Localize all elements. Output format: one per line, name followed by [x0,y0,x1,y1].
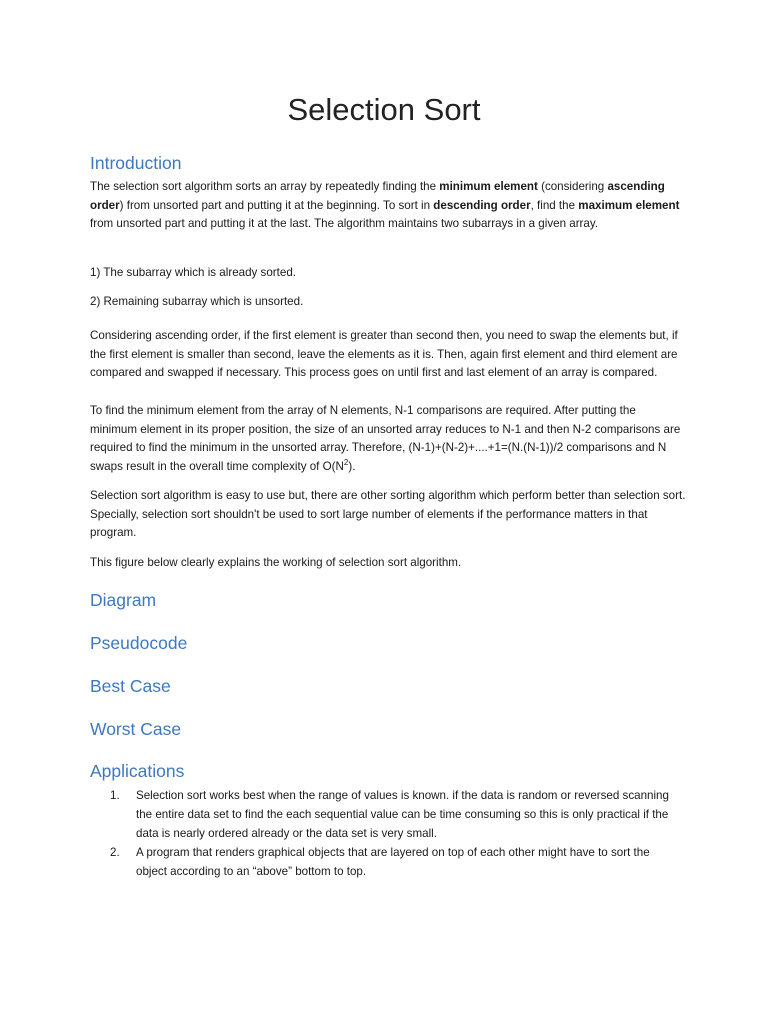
list-item-text: A program that renders graphical objects that are layered on top of each other might have to sort the object according to an “above” bottom to top. [136,846,650,878]
list-item [110,843,670,881]
heading-pseudocode: Pseudocode [90,633,188,653]
list-item-number: 1. [110,789,120,802]
list-item-number: 2. [110,846,120,859]
heading-diagram: Diagram [90,590,157,610]
heading-applications: Applications [90,761,185,781]
list-item [110,786,670,843]
intro-paragraph-1: The selection sort algorithm sorts an array by repeatedly finding the minimum element (considering ascending order) from unsorted part and putting it at the beginning. To sort in descending order, find the maximum element from unsorted part and putting it at the last. The algorithm maintains two subarrays in a given array. [90,180,680,231]
intro-paragraph-5: To find the minimum element from the array of N elements, N-1 comparisons are required. After putting the minimum element in its proper position, the size of an unsorted array reduces to N-1 and then N-2 comparisons are required to find the minimum in the unsorted array. Therefore, (N-1)+(N-2)+....+1=(N.(N-1))/2 comparisons and N swaps result in the overall time complexity of $O(N^2)$. [90,404,681,473]
heading-best-case: Best Case [90,676,171,696]
intro-paragraph-2: 1) The subarray which is already sorted. [90,266,296,279]
heading-introduction: Introduction [90,153,182,173]
applications-list [110,786,670,881]
document-title: Selection Sort [287,92,481,127]
intro-paragraph-6: Selection sort algorithm is easy to use but, there are other sorting algorithm which perform better than selection sort. Specially, selection sort shouldn't be used to sort large number of elements if the performance matters in that program. [90,489,686,540]
heading-worst-case: Worst Case [90,719,182,739]
intro-paragraph-3: 2) Remaining subarray which is unsorted. [90,295,304,308]
intro-paragraph-4: Considering ascending order, if the first element is greater than second then, you need to swap the elements but, if the first element is smaller than second, leave the elements as it is. Then, again first element and third element are compared and swapped if necessary. This process goes on until first and last element of an array is compared. [90,329,678,380]
list-item-text: Selection sort works best when the range of values is known. if the data is random or reversed scanning the entire data set to find the each sequential value can be time consuming so this is only practical if the data is nearly ordered already or the data set is very small. [136,789,669,840]
intro-paragraph-7: This figure below clearly explains the working of selection sort algorithm. [90,556,462,569]
